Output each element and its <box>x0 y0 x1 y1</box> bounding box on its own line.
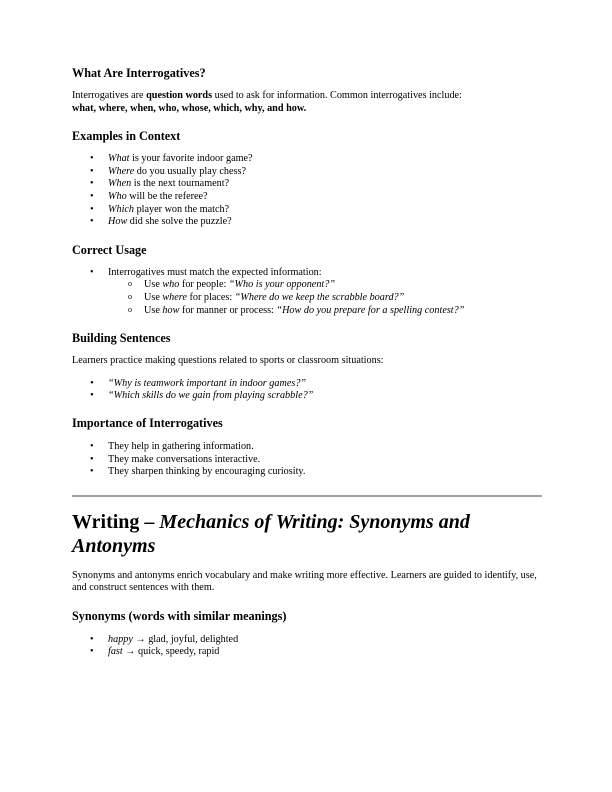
list-item: • They sharpen thinking by encouraging curiosity. <box>72 466 542 479</box>
section-heading-examples: Examples in Context <box>72 129 181 144</box>
list-item: • When is the next tournament? <box>72 178 542 191</box>
list-item: • They help in gathering information. <box>72 441 542 454</box>
section-divider <box>72 495 542 497</box>
list-item: • What is your favorite indoor game? <box>72 153 542 166</box>
building-text: Learners practice making questions related to sports or classroom situations: <box>72 355 384 367</box>
list-item: • Where do you usually play chess? <box>72 166 542 179</box>
sublist-item: o Use who for people: “Who is your opponent?” <box>108 279 542 292</box>
usage-list <box>72 267 542 317</box>
chapter-title: Writing – Mechanics of Writing: Synonyms and Antonyms <box>72 510 470 557</box>
examples-list <box>72 153 542 229</box>
list-item: • How did she solve the puzzle? <box>72 216 542 229</box>
usage-sublist <box>108 279 542 317</box>
list-item: • Who will be the referee? <box>72 191 542 204</box>
list-item: • “Which skills do we gain from playing scrabble?” <box>72 390 542 403</box>
importance-list <box>72 441 542 479</box>
list-item: • fast → quick, speedy, rapid <box>72 646 542 659</box>
interrogatives-intro: Interrogatives are question words used to ask for information. Common interrogatives include: what, where, when, who, whose, which, why, and how. <box>72 90 462 114</box>
section-heading-interrogatives: What Are Interrogatives? <box>72 66 206 80</box>
list-item: • Which player won the match? <box>72 204 542 217</box>
section-heading-importance: Importance of Interrogatives <box>72 415 223 430</box>
writing-intro: Synonyms and antonyms enrich vocabulary and make writing more effective. Learners are guided to identify, use, and construct sentences with them. <box>72 569 537 594</box>
list-item: • Interrogatives must match the expected information: o Use who for people: “Who is your opponent?” o Use where for places: “Where do we keep the scrabble board?” o Use how for manner or process: “How do you prepare for a spelling contest?” <box>72 267 542 317</box>
list-item: • happy → glad, joyful, delighted <box>72 634 542 647</box>
section-heading-usage: Correct Usage <box>72 242 147 257</box>
sublist-item: o Use where for places: “Where do we keep the scrabble board?” <box>108 292 542 305</box>
sublist-item: o Use how for manner or process: “How do you prepare for a spelling contest?” <box>108 305 542 318</box>
synonyms-list <box>72 634 542 659</box>
building-list <box>72 378 542 403</box>
section-heading-synonyms: Synonyms (words with similar meanings) <box>72 608 287 623</box>
list-item: • They make conversations interactive. <box>72 454 542 467</box>
list-item: • “Why is teamwork important in indoor games?” <box>72 378 542 391</box>
section-heading-building: Building Sentences <box>72 331 171 346</box>
document-page <box>72 66 542 659</box>
